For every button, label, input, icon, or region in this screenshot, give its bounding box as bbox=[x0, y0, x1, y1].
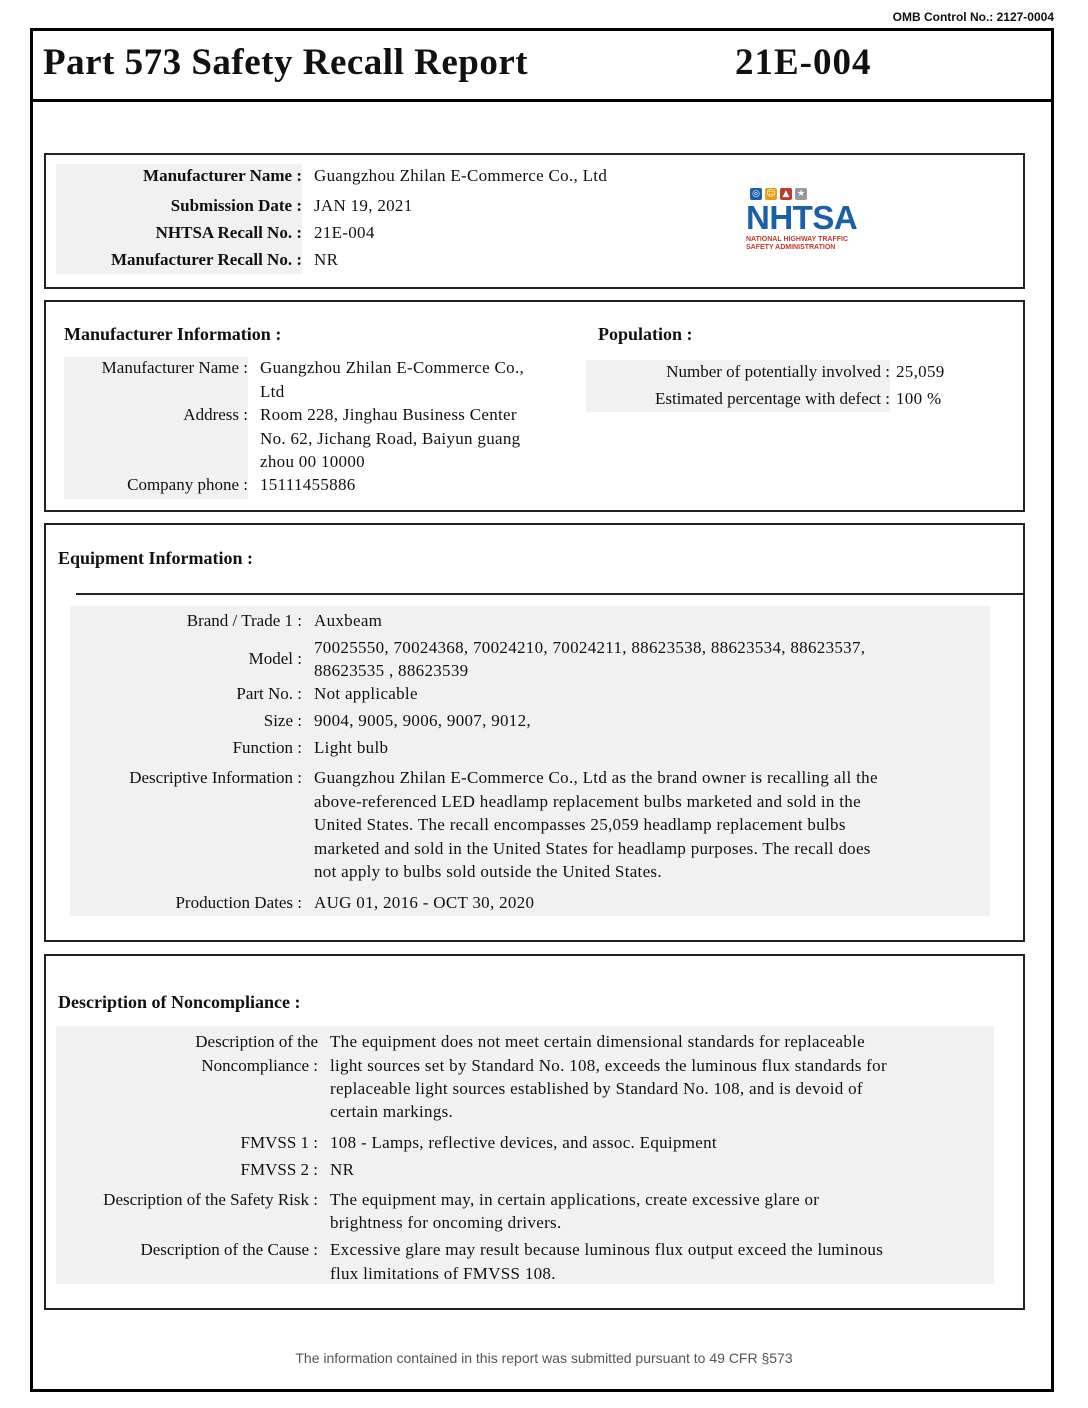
fmvss1-label: FMVSS 1 : bbox=[240, 1133, 318, 1152]
nhtsa-recall-no-label: NHTSA Recall No. : bbox=[155, 223, 302, 242]
cause-line-1: Excessive glare may result because luminous flux output exceed the luminous bbox=[330, 1240, 884, 1259]
model-value-1: 70025550, 70024368, 70024210, 70024211, 88623538, 88623534, 88623537, bbox=[314, 638, 866, 657]
mfr-name-value-2: Ltd bbox=[260, 382, 285, 401]
address-line-3: zhou 00 10000 bbox=[260, 452, 365, 471]
descriptive-line-3: United States. The recall encompasses 25,059 headlamp replacement bulbs bbox=[314, 815, 846, 834]
production-dates-value: AUG 01, 2016 - OCT 30, 2020 bbox=[314, 893, 535, 912]
part-no-value: Not applicable bbox=[314, 684, 418, 703]
noncompliance-desc-label-1: Description of the bbox=[195, 1032, 318, 1051]
descriptive-line-4: marketed and sold in the United States for headlamp purposes. The recall does bbox=[314, 839, 871, 858]
cause-line-2: flux limitations of FMVSS 108. bbox=[330, 1264, 556, 1283]
fmvss1-value: 108 - Lamps, reflective devices, and assoc. Equipment bbox=[330, 1133, 717, 1152]
involved-label: Number of potentially involved : bbox=[666, 362, 890, 381]
safety-risk-line-1: The equipment may, in certain applications, create excessive glare or bbox=[330, 1190, 820, 1209]
mfr-name-value-1: Guangzhou Zhilan E-Commerce Co., bbox=[260, 358, 525, 377]
noncompliance-desc-label-2: Noncompliance : bbox=[201, 1056, 318, 1075]
car-icon: ▲ bbox=[780, 188, 792, 200]
pedestrian-icon: ☺ bbox=[766, 189, 776, 199]
steering-icon: ◎ bbox=[750, 188, 762, 200]
nhtsa-logo bbox=[746, 188, 870, 260]
equipment-heading: Equipment Information : bbox=[58, 548, 254, 568]
star-icon: ★ bbox=[796, 189, 806, 199]
production-dates-label: Production Dates : bbox=[175, 893, 302, 912]
noncompliance-desc-line-4: certain markings. bbox=[330, 1102, 454, 1121]
equipment-divider bbox=[76, 593, 1023, 595]
nhtsa-recall-no-value: 21E-004 bbox=[314, 223, 375, 242]
phone-value: 15111455886 bbox=[260, 475, 356, 494]
descriptive-line-1: Guangzhou Zhilan E-Commerce Co., Ltd as the brand owner is recalling all the bbox=[314, 768, 878, 787]
logo-subtitle-2: SAFETY ADMINISTRATION bbox=[746, 244, 836, 251]
submission-date-label: Submission Date : bbox=[170, 196, 302, 215]
omb-control-number: OMB Control No.: 2127-0004 bbox=[892, 10, 1054, 24]
fmvss2-label: FMVSS 2 : bbox=[240, 1160, 318, 1179]
address-line-1: Room 228, Jinghau Business Center bbox=[260, 405, 517, 424]
manufacturer-info-heading: Manufacturer Information : bbox=[64, 324, 282, 344]
manufacturer-recall-no-value: NR bbox=[314, 250, 339, 269]
manufacturer-recall-no-label: Manufacturer Recall No. : bbox=[110, 250, 302, 269]
involved-value: 25,059 bbox=[896, 362, 945, 381]
safety-risk-line-2: brightness for oncoming drivers. bbox=[330, 1213, 562, 1232]
mfr-name-label: Manufacturer Name : bbox=[101, 358, 248, 377]
manufacturer-name-value: Guangzhou Zhilan E-Commerce Co., Ltd bbox=[314, 166, 608, 185]
function-value: Light bulb bbox=[314, 738, 389, 757]
part-no-label: Part No. : bbox=[236, 684, 302, 703]
size-value: 9004, 9005, 9006, 9007, 9012, bbox=[314, 711, 531, 730]
brand-label: Brand / Trade 1 : bbox=[186, 611, 302, 630]
descriptive-line-2: above-referenced LED headlamp replacement bulbs marketed and sold in the bbox=[314, 792, 861, 811]
size-label: Size : bbox=[263, 711, 302, 730]
title-bar bbox=[33, 31, 1051, 102]
noncompliance-desc-line-3: replaceable light sources established by Standard No. 108, and is devoid of bbox=[330, 1079, 863, 1098]
address-label: Address : bbox=[183, 405, 248, 424]
model-value-2: 88623535 , 88623539 bbox=[314, 661, 469, 680]
safety-risk-label: Description of the Safety Risk : bbox=[103, 1190, 318, 1209]
percentage-value: 100 % bbox=[896, 389, 942, 408]
population-heading: Population : bbox=[598, 324, 693, 344]
noncompliance-desc-line-1: The equipment does not meet certain dimensional standards for replaceable bbox=[330, 1032, 866, 1051]
percentage-label: Estimated percentage with defect : bbox=[654, 389, 890, 408]
brand-value: Auxbeam bbox=[314, 611, 383, 630]
fmvss2-value: NR bbox=[330, 1160, 355, 1179]
logo-wordmark: NHTSA bbox=[746, 199, 858, 236]
submission-date-value: JAN 19, 2021 bbox=[314, 196, 413, 215]
phone-label: Company phone : bbox=[127, 475, 248, 494]
descriptive-line-5: not apply to bulbs sold outside the United States. bbox=[314, 862, 662, 881]
cause-label: Description of the Cause : bbox=[140, 1240, 318, 1259]
logo-subtitle-1: NATIONAL HIGHWAY TRAFFIC bbox=[746, 236, 849, 243]
manufacturer-name-label: Manufacturer Name : bbox=[143, 166, 302, 185]
descriptive-info-label: Descriptive Information : bbox=[129, 768, 302, 787]
report-title: Part 573 Safety Recall Report bbox=[43, 42, 529, 83]
function-label: Function : bbox=[232, 738, 302, 757]
noncompliance-heading: Description of Noncompliance : bbox=[58, 992, 301, 1012]
noncompliance-desc-line-2: light sources set by Standard No. 108, exceeds the luminous flux standards for bbox=[330, 1056, 887, 1075]
model-label: Model : bbox=[248, 649, 302, 668]
address-line-2: No. 62, Jichang Road, Baiyun guang bbox=[260, 429, 521, 448]
footer-note: The information contained in this report was submitted pursuant to 49 CFR §573 bbox=[295, 1350, 793, 1366]
report-recall-number: 21E-004 bbox=[735, 42, 872, 83]
